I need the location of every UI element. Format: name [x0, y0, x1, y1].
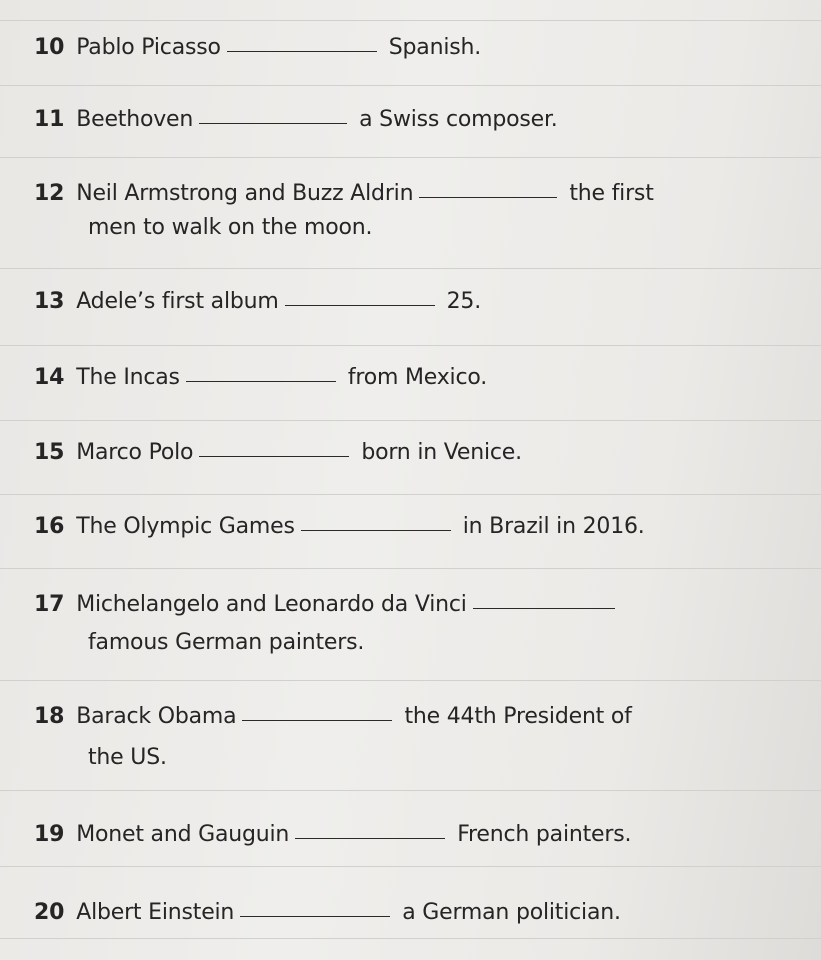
paper-rule [0, 790, 821, 791]
item-subject: Albert Einstein [76, 900, 235, 925]
paper-rule [0, 345, 821, 346]
exercise-item-17 [34, 587, 627, 623]
exercise-item-20 [34, 895, 621, 931]
item-number: 18 [34, 704, 65, 729]
answer-blank[interactable] [186, 380, 336, 382]
paper-rule [0, 938, 821, 939]
exercise-item-18 [34, 699, 632, 735]
answer-blank[interactable] [242, 719, 392, 721]
item-rest: the first [569, 181, 654, 206]
answer-blank[interactable] [301, 529, 451, 531]
item-rest: French painters. [457, 822, 632, 847]
answer-blank[interactable] [473, 607, 615, 609]
paper-rule [0, 866, 821, 867]
exercise-item-16 [34, 509, 645, 545]
item-subject: Barack Obama [76, 704, 237, 729]
item-number: 10 [34, 35, 65, 60]
item-rest: 25. [446, 289, 481, 314]
item-subject: Beethoven [76, 107, 194, 132]
item-continuation: famous German painters. [88, 630, 365, 655]
item-number: 17 [34, 592, 65, 617]
item-number: 20 [34, 900, 65, 925]
item-rest: a German politician. [402, 900, 621, 925]
paper-rule [0, 568, 821, 569]
item-subject: Pablo Picasso [76, 35, 221, 60]
answer-blank[interactable] [227, 50, 377, 52]
item-subject: The Olympic Games [76, 514, 295, 539]
paper-rule [0, 157, 821, 158]
exercise-item-15 [34, 435, 522, 471]
item-continuation: men to walk on the moon. [88, 215, 373, 240]
paper-rule [0, 494, 821, 495]
item-number: 13 [34, 289, 65, 314]
item-subject: Monet and Gauguin [76, 822, 290, 847]
item-number: 14 [34, 365, 65, 390]
item-subject: The Incas [76, 365, 180, 390]
exercise-item-10 [34, 30, 481, 66]
answer-blank[interactable] [295, 837, 445, 839]
exercise-item-12 [34, 176, 654, 212]
exercise-item-19 [34, 817, 631, 853]
answer-blank[interactable] [285, 304, 435, 306]
item-rest: born in Venice. [361, 440, 522, 465]
item-number: 11 [34, 107, 65, 132]
item-number: 19 [34, 822, 65, 847]
paper-rule [0, 20, 821, 21]
paper-rule [0, 268, 821, 269]
item-subject: Adele’s first album [76, 289, 279, 314]
answer-blank[interactable] [199, 122, 347, 124]
paper-rule [0, 85, 821, 86]
answer-blank[interactable] [240, 915, 390, 917]
answer-blank[interactable] [199, 455, 349, 457]
answer-blank[interactable] [419, 196, 557, 198]
paper-rule [0, 680, 821, 681]
item-rest: in Brazil in 2016. [462, 514, 645, 539]
item-continuation: the US. [88, 745, 167, 770]
item-rest: Spanish. [388, 35, 482, 60]
item-rest: a Swiss composer. [359, 107, 558, 132]
exercise-item-13 [34, 284, 481, 320]
paper-rule [0, 420, 821, 421]
item-number: 16 [34, 514, 65, 539]
item-number: 12 [34, 181, 65, 206]
item-number: 15 [34, 440, 65, 465]
exercise-item-11 [34, 102, 558, 138]
item-subject: Neil Armstrong and Buzz Aldrin [76, 181, 414, 206]
item-rest: from Mexico. [347, 365, 488, 390]
item-subject: Michelangelo and Leonardo da Vinci [76, 592, 467, 617]
item-subject: Marco Polo [76, 440, 194, 465]
item-rest: the 44th President of [404, 704, 632, 729]
exercise-item-14 [34, 360, 487, 396]
